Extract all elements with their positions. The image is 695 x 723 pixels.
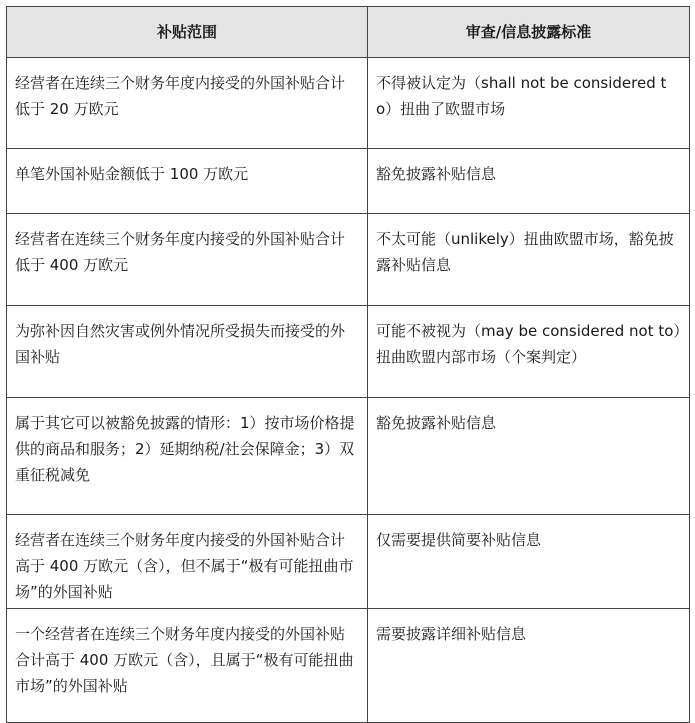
cell-subsidy-scope: 属于其它可以被豁免披露的情形：1）按市场价格提供的商品和服务；2）延期纳税/社会保障金；3）双重征税减免 xyxy=(7,398,368,515)
cell-review-standard: 不得被认定为（shall not be considered to）扭曲了欧盟市场 xyxy=(368,58,690,149)
cell-subsidy-scope: 经营者在连续三个财务年度内接受的外国补贴合计低于 400 万欧元 xyxy=(7,214,368,306)
table-row xyxy=(7,609,690,723)
cell-subsidy-scope: 为弥补因自然灾害或例外情况所受损失而接受的外国补贴 xyxy=(7,306,368,398)
cell-subsidy-scope: 单笔外国补贴金额低于 100 万欧元 xyxy=(7,149,368,214)
table-row xyxy=(7,149,690,214)
cell-review-standard: 豁免披露补贴信息 xyxy=(368,149,690,214)
table-row xyxy=(7,58,690,149)
subsidy-table-container xyxy=(6,6,689,723)
header-subsidy-scope: 补贴范围 xyxy=(7,7,368,58)
cell-subsidy-scope: 经营者在连续三个财务年度内接受的外国补贴合计低于 20 万欧元 xyxy=(7,58,368,149)
cell-review-standard: 不太可能（unlikely）扭曲欧盟市场，豁免披露补贴信息 xyxy=(368,214,690,306)
cell-review-standard: 可能不被视为（may be considered not to）扭曲欧盟内部市场（个案判定） xyxy=(368,306,690,398)
table-header-row xyxy=(7,7,690,58)
header-review-standard: 审查/信息披露标准 xyxy=(368,7,690,58)
cell-review-standard: 豁免披露补贴信息 xyxy=(368,398,690,515)
subsidy-review-table xyxy=(6,6,690,723)
cell-subsidy-scope: 一个经营者在连续三个财务年度内接受的外国补贴合计高于 400 万欧元（含），且属于“极有可能扭曲市场”的外国补贴 xyxy=(7,609,368,723)
cell-review-standard: 仅需要提供简要补贴信息 xyxy=(368,515,690,609)
table-row xyxy=(7,306,690,398)
table-row xyxy=(7,515,690,609)
table-row xyxy=(7,398,690,515)
cell-subsidy-scope: 经营者在连续三个财务年度内接受的外国补贴合计高于 400 万欧元（含），但不属于“极有可能扭曲市场”的外国补贴 xyxy=(7,515,368,609)
table-row xyxy=(7,214,690,306)
cell-review-standard: 需要披露详细补贴信息 xyxy=(368,609,690,723)
